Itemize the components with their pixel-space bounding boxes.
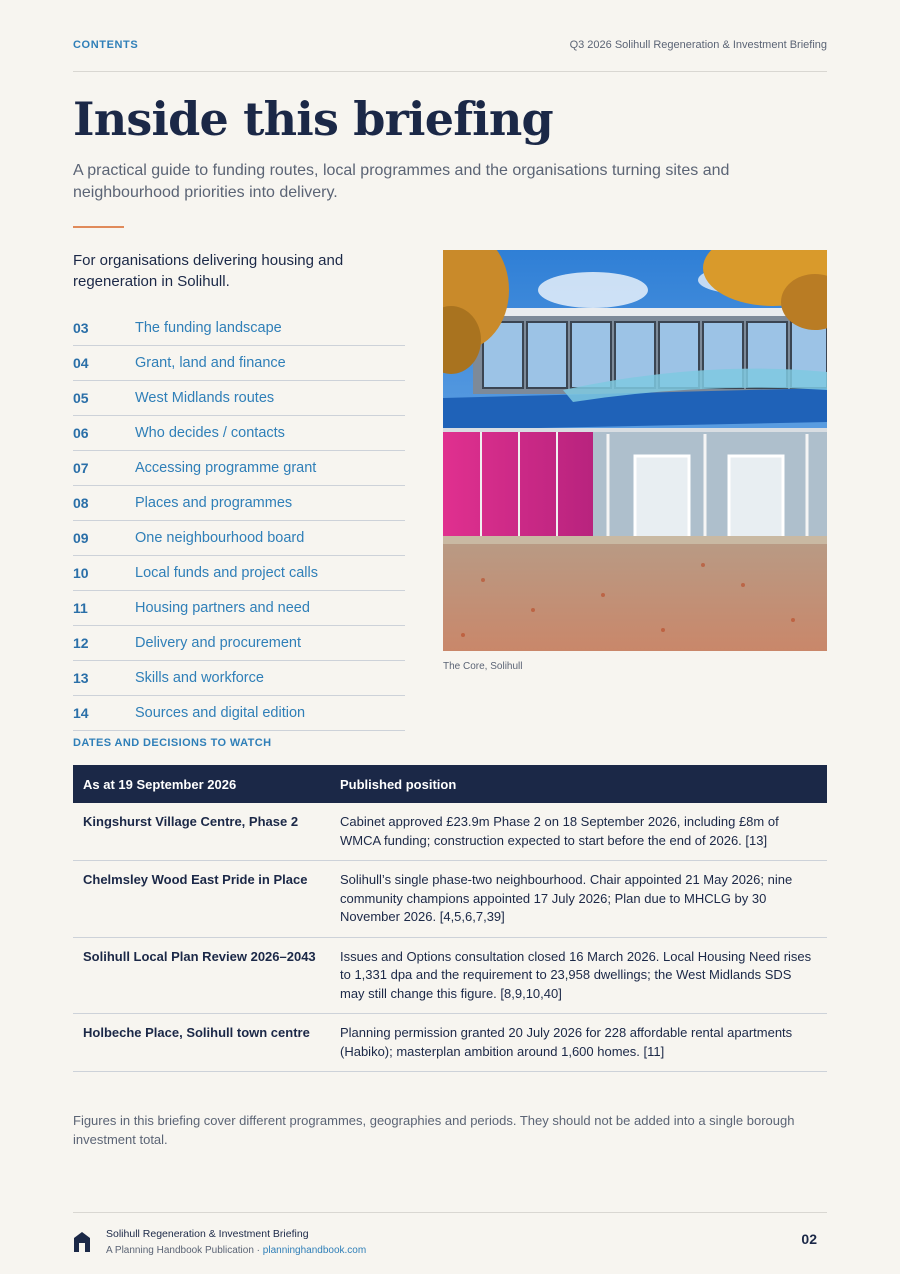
footer-publisher-text: A Planning Handbook Publication ·: [106, 1245, 260, 1256]
toc-page-number: 12: [73, 635, 89, 651]
toc-item[interactable]: [73, 381, 405, 416]
toc-item[interactable]: [73, 416, 405, 451]
toc-link[interactable]: Skills and workforce: [135, 670, 264, 686]
toc-item[interactable]: [73, 661, 405, 696]
page-footer: [73, 1212, 827, 1274]
toc-item[interactable]: [73, 486, 405, 521]
toc-page-number: 07: [73, 460, 89, 476]
footer-publisher: [106, 1245, 366, 1256]
toc-page-number: 05: [73, 390, 89, 406]
page-title: Inside this briefing: [73, 92, 553, 146]
footer-link[interactable]: planninghandbook.com: [262, 1245, 367, 1256]
toc-page-number: 14: [73, 705, 89, 721]
toc-item[interactable]: [73, 626, 405, 661]
toc-item[interactable]: [73, 696, 405, 731]
toc-link[interactable]: Who decides / contacts: [135, 425, 285, 441]
row-item: Chelmsley Wood East Pride in Place: [73, 861, 330, 938]
toc-link[interactable]: One neighbourhood board: [135, 530, 305, 546]
toc-page-number: 13: [73, 670, 89, 686]
dates-section-label: DATES AND DECISIONS TO WATCH: [73, 737, 272, 749]
toc-link[interactable]: Sources and digital edition: [135, 705, 306, 721]
publisher-logo-icon: [73, 1231, 91, 1253]
toc-item[interactable]: [73, 591, 405, 626]
photo-caption: The Core, Solihull: [443, 661, 523, 672]
toc-page-number: 03: [73, 320, 89, 336]
table-row: [73, 1014, 827, 1072]
toc-page-number: 08: [73, 495, 89, 511]
publication-title: Q3 2026 Solihull Regeneration & Investment Briefing: [569, 39, 827, 51]
toc-page-number: 10: [73, 565, 89, 581]
table-header-row: [73, 765, 827, 803]
toc-item[interactable]: [73, 311, 405, 346]
toc-item[interactable]: [73, 346, 405, 381]
toc-page-number: 11: [73, 600, 88, 616]
column-header: As at 19 September 2026: [73, 765, 330, 803]
toc-link[interactable]: Delivery and procurement: [135, 635, 302, 651]
toc-item[interactable]: [73, 451, 405, 486]
lead-text: For organisations delivering housing and regeneration in Solihull.: [73, 252, 344, 290]
row-position: Planning permission granted 20 July 2026 for 228 affordable rental apartments (Habiko); masterplan ambition around 1,600 homes. [11]: [330, 1014, 827, 1072]
row-item: Kingshurst Village Centre, Phase 2: [73, 803, 330, 861]
table-row: [73, 937, 827, 1014]
toc-page-number: 06: [73, 425, 89, 441]
toc-item[interactable]: [73, 521, 405, 556]
toc-link[interactable]: Housing partners and need: [135, 600, 310, 616]
footer-title: Solihull Regeneration & Investment Briefing: [106, 1228, 309, 1240]
row-item: Holbeche Place, Solihull town centre: [73, 1014, 330, 1072]
row-item: Solihull Local Plan Review 2026–2043: [73, 937, 330, 1014]
footnote: Figures in this briefing cover different programmes, geographies and periods. They should not be added into a single borough investment total.: [73, 1113, 795, 1147]
toc-link[interactable]: Local funds and project calls: [135, 565, 318, 581]
row-position: Cabinet approved £23.9m Phase 2 on 18 September 2026, including £8m of WMCA funding; construction expected to start before the end of 2026. [13]: [330, 803, 827, 861]
page-subtitle: A practical guide to funding routes, local programmes and the organisations turning sites and neighbourhood priorities into delivery.: [73, 162, 730, 201]
page: [73, 0, 827, 1273]
toc-link[interactable]: Accessing programme grant: [135, 460, 317, 476]
toc-page-number: 09: [73, 530, 89, 546]
table-row: [73, 803, 827, 861]
page-number: 02: [801, 1231, 817, 1247]
table-row: [73, 861, 827, 938]
section-label: CONTENTS: [73, 39, 139, 51]
toc-item[interactable]: [73, 556, 405, 591]
accent-rule: [73, 226, 124, 228]
toc-link[interactable]: West Midlands routes: [135, 390, 275, 406]
row-position: Solihull’s single phase-two neighbourhood. Chair appointed 21 May 2026; nine community champions appointed 17 July 2026; Plan due to MHCLG by 30 November 2026. [4,5,6,7,39]: [330, 861, 827, 938]
toc-link[interactable]: Places and programmes: [135, 495, 293, 511]
row-position: Issues and Options consultation closed 16 March 2026. Local Housing Need rises to 1,331 dpa and the requirement to 23,958 dwellings; the West Midlands SDS may still change this figure. [8,9,10,40]: [330, 937, 827, 1014]
page-header: [73, 39, 827, 72]
toc-page-number: 04: [73, 355, 89, 371]
column-header: Published position: [330, 765, 827, 803]
building-photo: [443, 250, 827, 651]
toc-link[interactable]: The funding landscape: [135, 320, 282, 336]
dates-table: [73, 765, 827, 1072]
toc-link[interactable]: Grant, land and finance: [135, 355, 286, 371]
table-of-contents: [73, 311, 405, 731]
